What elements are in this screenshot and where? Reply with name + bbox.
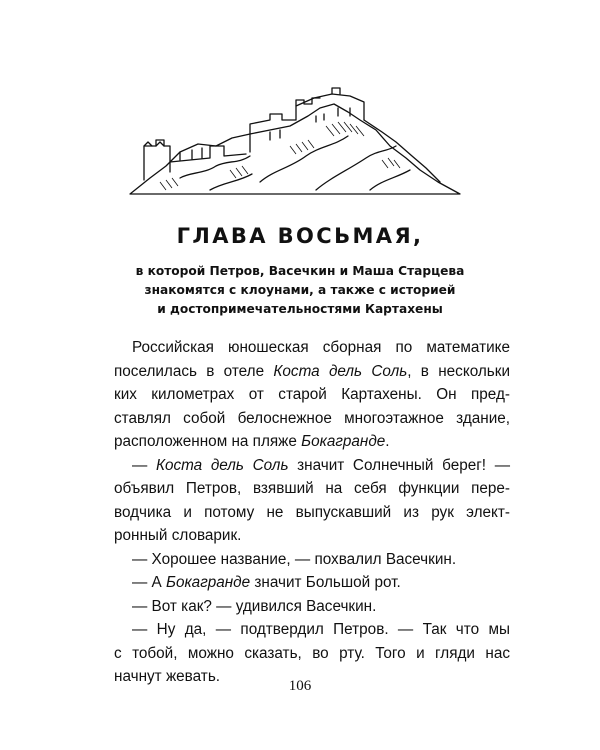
subtitle-line: знакомятся с клоунами, а также с историей (144, 283, 456, 297)
page-number: 106 (288, 678, 312, 694)
text-fragment: расположенном на пляже (114, 433, 302, 450)
text-line (114, 571, 510, 595)
text-fragment: — (132, 456, 156, 474)
text-line (114, 360, 510, 384)
text-line: ронный словарик. (114, 527, 242, 544)
beach-name: Бокагранде (301, 433, 386, 450)
text-line: объявил Петров, взявший на себя функции пере- (114, 480, 510, 497)
chapter-subtitle (0, 262, 600, 319)
text-line (114, 430, 510, 454)
text-line: водчика и потому не выпускавший из рук элект- (114, 503, 510, 521)
text-line: с тобой, можно сказать, во рту. Того и гляди нас (114, 644, 510, 662)
text-line: — Хорошее название, — похвалил Васечкин. (132, 550, 457, 568)
subtitle-line: в которой Петров, Васечкин и Маша Старцева (135, 264, 465, 278)
text-fragment: . (385, 433, 390, 450)
subtitle-line: и достопримечательностями Картахены (157, 302, 443, 316)
text-line: ставлял собой белоснежное многоэтажное здание, (114, 409, 510, 427)
text-line: начнут жевать. (114, 668, 221, 685)
fortress-on-cliff-icon (120, 86, 480, 206)
text-fragment: значит Солнечный берег! — (288, 456, 510, 474)
text-fragment: , в нескольки (407, 362, 510, 380)
text-line: ких километрах от старой Картахены. Он пред- (114, 386, 510, 403)
body-text (114, 336, 510, 689)
text-line: — Ну да, — подтвердил Петров. — Так что мы (132, 621, 510, 638)
hotel-name: Коста дель Соль (273, 362, 408, 380)
text-line: Российская юношеская сборная по математике (132, 339, 510, 356)
text-fragment: — А (132, 574, 166, 591)
text-line (114, 454, 510, 478)
text-line: — Вот как? — удивился Васечкин. (132, 597, 377, 615)
text-fragment: поселилась в отеле (114, 362, 274, 380)
chapter-title: ГЛАВА ВОСЬМАЯ, (176, 224, 424, 248)
hotel-name: Коста дель Соль (155, 456, 289, 474)
beach-name: Бокагранде (166, 574, 251, 591)
text-fragment: значит Большой рот. (250, 574, 401, 591)
